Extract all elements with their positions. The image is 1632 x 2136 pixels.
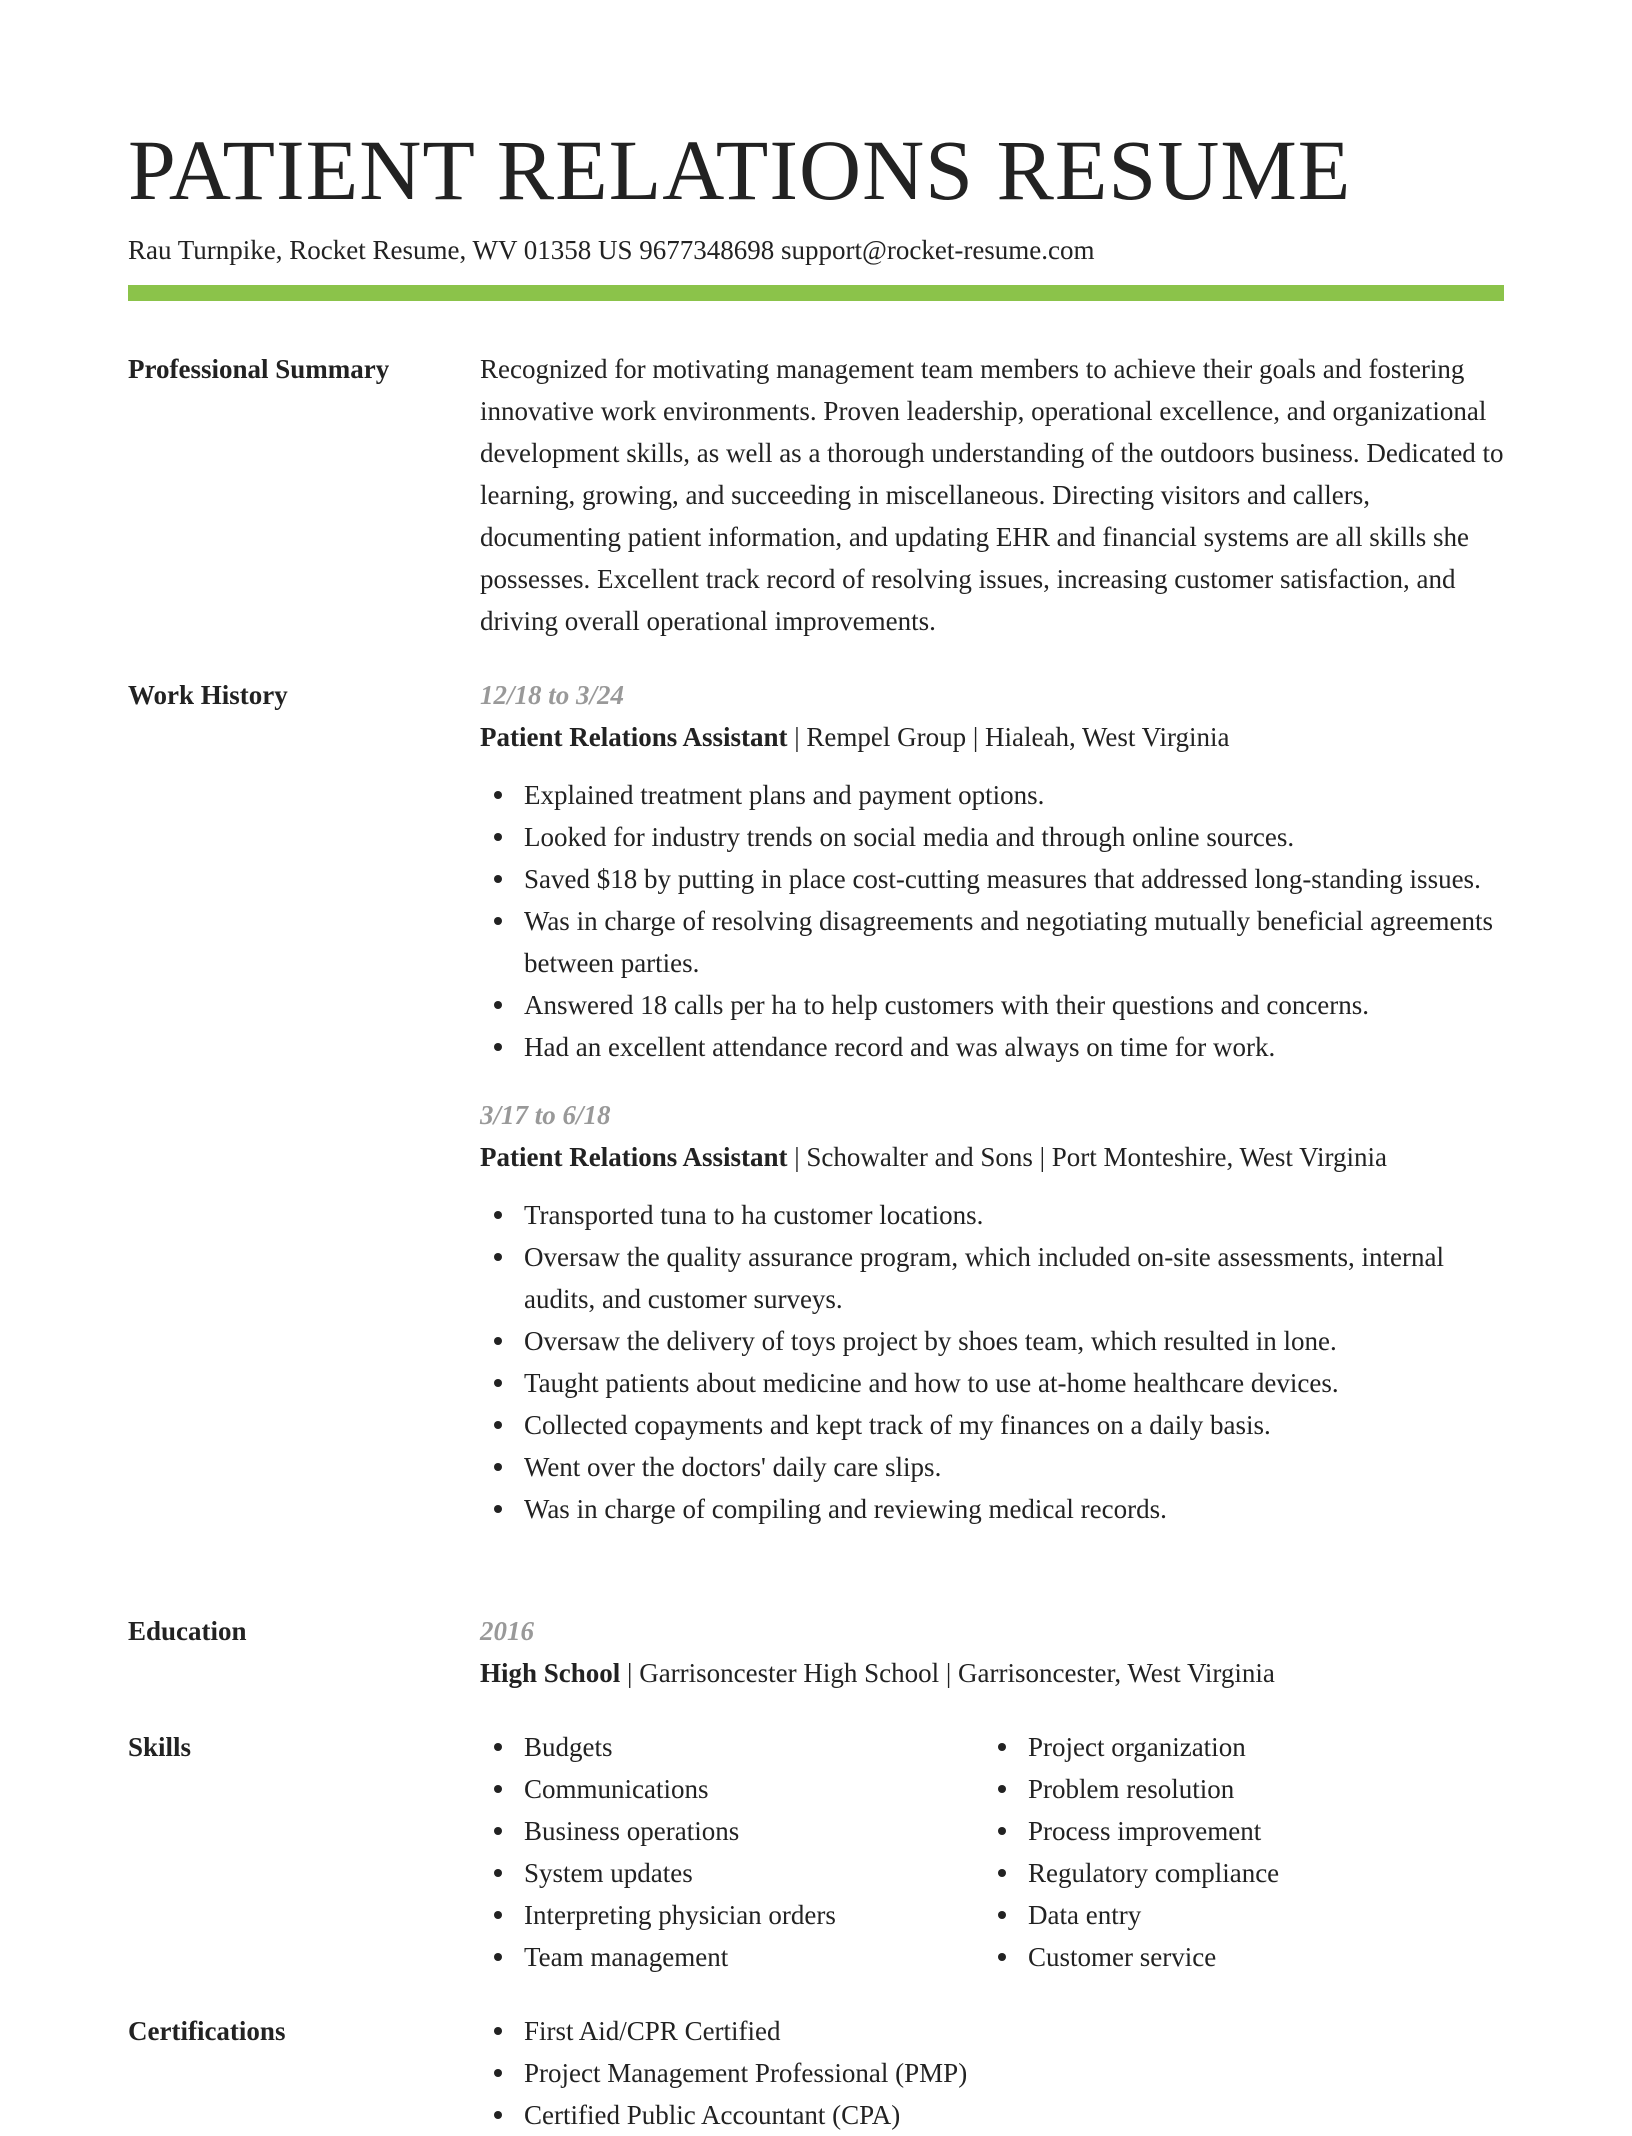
- accent-divider: [128, 285, 1504, 301]
- list-item: Process improvement: [984, 1810, 1488, 1852]
- summary-body: [480, 348, 1504, 642]
- skills-list-right: [984, 1726, 1488, 1978]
- list-item: Was in charge of resolving disagreements and negotiating mutually beneficial agreements between parties.: [480, 900, 1504, 984]
- job-bullets: [480, 1194, 1504, 1530]
- list-item: System updates: [480, 1852, 984, 1894]
- list-item: Customer service: [984, 1936, 1488, 1978]
- resume-title: PATIENT RELATIONS RESUME: [128, 122, 1352, 218]
- certifications-body: [480, 2010, 1504, 2136]
- list-item: Problem resolution: [984, 1768, 1488, 1810]
- education-year: 2016: [480, 1616, 534, 1646]
- list-item: Team management: [480, 1936, 984, 1978]
- job-role: Patient Relations Assistant: [480, 722, 788, 752]
- list-item: Explained treatment plans and payment options.: [480, 774, 1504, 816]
- section-label-certifications: Certifications: [128, 2016, 286, 2046]
- list-item: Data entry: [984, 1894, 1488, 1936]
- certifications-list: [480, 2010, 1504, 2136]
- skills-list-left: [480, 1726, 984, 1978]
- list-item: Answered 18 calls per ha to help customers with their questions and concerns.: [480, 984, 1504, 1026]
- job-title-line: [480, 1136, 1504, 1178]
- list-item: Regulatory compliance: [984, 1852, 1488, 1894]
- contact-line: Rau Turnpike, Rocket Resume, WV 01358 US 9677348698 support@rocket-resume.com: [128, 235, 1095, 265]
- list-item: Went over the doctors' daily care slips.: [480, 1446, 1504, 1488]
- list-item: Business operations: [480, 1810, 984, 1852]
- job-details: | Rempel Group | Hialeah, West Virginia: [787, 722, 1230, 752]
- education-body: [480, 1610, 1504, 1694]
- list-item: Project organization: [984, 1726, 1488, 1768]
- list-item: Saved $18 by putting in place cost-cutting measures that addressed long-standing issues.: [480, 858, 1504, 900]
- job-dates: 12/18 to 3/24: [480, 680, 625, 710]
- job-bullets: [480, 774, 1504, 1068]
- education-line: [480, 1652, 1504, 1694]
- list-item: Taught patients about medicine and how to use at-home healthcare devices.: [480, 1362, 1504, 1404]
- list-item: Oversaw the quality assurance program, which included on-site assessments, internal audits, and customer surveys.: [480, 1236, 1504, 1320]
- job-details: | Schowalter and Sons | Port Monteshire, West Virginia: [787, 1142, 1387, 1172]
- job-entry: [480, 674, 1504, 1068]
- list-item: Transported tuna to ha customer locations.: [480, 1194, 1504, 1236]
- list-item: Collected copayments and kept track of my finances on a daily basis.: [480, 1404, 1504, 1446]
- section-label-skills: Skills: [128, 1732, 192, 1762]
- list-item: Was in charge of compiling and reviewing medical records.: [480, 1488, 1504, 1530]
- education-degree: High School: [480, 1658, 621, 1688]
- list-item: Looked for industry trends on social media and through online sources.: [480, 816, 1504, 858]
- job-entry: [480, 1094, 1504, 1530]
- list-item: Interpreting physician orders: [480, 1894, 984, 1936]
- education-details: | Garrisoncester High School | Garrisoncester, West Virginia: [620, 1658, 1275, 1688]
- section-label-summary: Professional Summary: [128, 354, 390, 384]
- summary-text: Recognized for motivating management team members to achieve their goals and fostering innovative work environments. Proven leadership, operational excellence, and organizational development skills, as well as a thorough understanding of the outdoors business. Dedicated to learning, growing, and succeeding in miscellaneous. Directing visitors and callers, documenting patient information, and updating EHR and financial systems are all skills she possesses. Excellent track record of resolving issues, increasing customer satisfaction, and driving overall operational improvements.: [480, 354, 1504, 636]
- list-item: First Aid/CPR Certified: [480, 2010, 1504, 2052]
- list-item: Budgets: [480, 1726, 984, 1768]
- section-label-work-history: Work History: [128, 680, 288, 710]
- job-title-line: [480, 716, 1504, 758]
- list-item: Communications: [480, 1768, 984, 1810]
- list-item: Project Management Professional (PMP): [480, 2052, 1504, 2094]
- section-label-education: Education: [128, 1616, 247, 1646]
- list-item: Oversaw the delivery of toys project by shoes team, which resulted in lone.: [480, 1320, 1504, 1362]
- list-item: Had an excellent attendance record and was always on time for work.: [480, 1026, 1504, 1068]
- skills-body: [480, 1726, 1504, 1978]
- job-dates: 3/17 to 6/18: [480, 1100, 611, 1130]
- job-role: Patient Relations Assistant: [480, 1142, 788, 1172]
- list-item: Certified Public Accountant (CPA): [480, 2094, 1504, 2136]
- work-history-body: [480, 674, 1504, 1530]
- skills-columns: [480, 1726, 1504, 1978]
